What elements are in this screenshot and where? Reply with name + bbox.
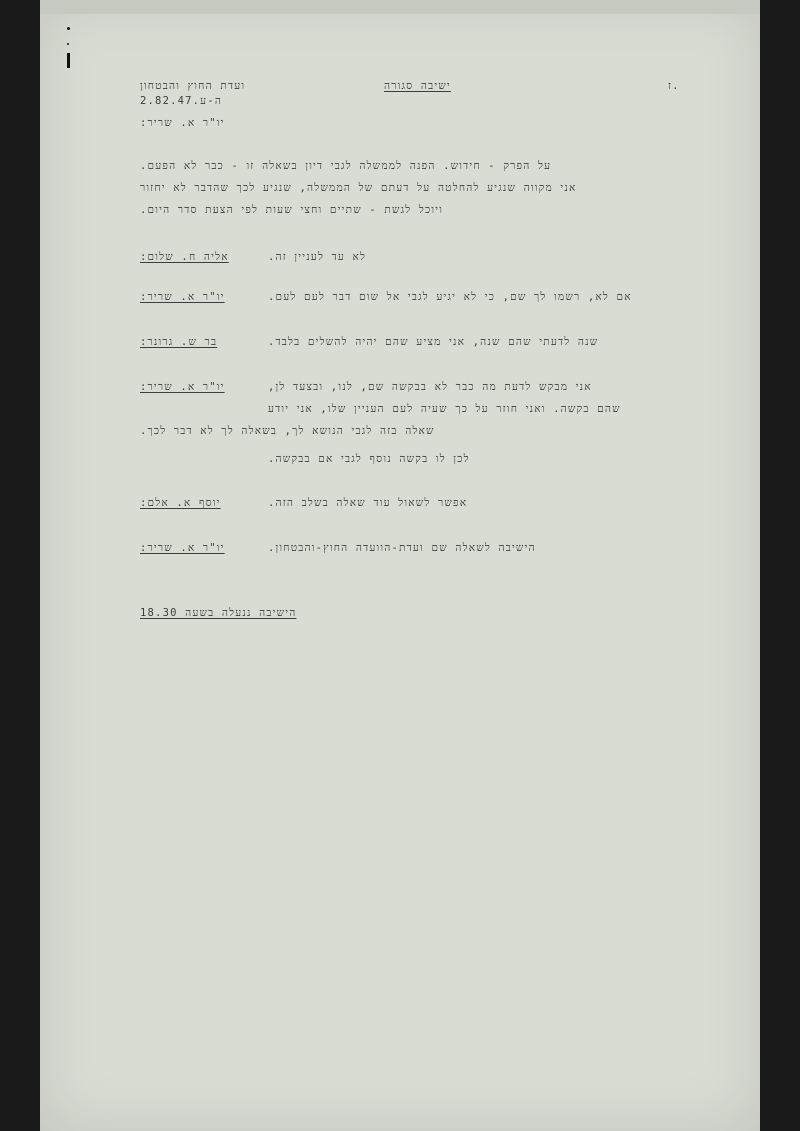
meeting-label: ישיבה סגורה: [384, 80, 451, 92]
body-line: על הפרק - חידוש. הפנה לממשלה לגבי דיון בשאלה זו - כבר לא הפעם.: [140, 160, 552, 172]
body-line: ויוכל לגשת - שתיים וחצי שעות לפי הצעת סדר היום.: [140, 204, 444, 216]
meeting-date: ה-ע.2.82.47: [140, 95, 223, 107]
speaker-label: בר ש. גרונר:: [140, 336, 218, 348]
speaker-label: יו"ר א. שריר:: [140, 381, 225, 393]
turn-line: לכן לו בקשה נוסף לגבי אם בבקשה.: [268, 453, 470, 465]
turn-line: שנה לדעתי שהם שנה, אני מציע שהם יהיה להשלים בלבד.: [268, 336, 599, 348]
speaker-label: אליה ח. שלום:: [140, 251, 229, 263]
turn-line: אפשר לשאול עוד שאלה בשלב הזה.: [268, 497, 468, 509]
turn-line: לא עד לעניין זה.: [268, 251, 367, 263]
meeting-closing-note: הישיבה ננעלה בשעה 18.30: [140, 607, 297, 619]
page-number: .ז: [668, 80, 680, 92]
committee-name: ועדת החוץ והבטחון: [140, 80, 246, 92]
speaker-label: יוסף א. אלם:: [140, 497, 221, 509]
turn-line: שאלה בזה לגבי הנושא לך, בשאלה לך לא דבר לכך.: [140, 425, 435, 437]
speaker-label: יו"ר א. שריר:: [140, 291, 225, 303]
turn-line: הישיבה לשאלה שם ועדת-הוועדה החוץ-והבטחון.: [268, 542, 536, 554]
turn-line: אני מבקש לדעת מה כבר לא בבקשה שם, לנו, ובצעד לן,: [268, 381, 592, 393]
speaker-label: יו"ר א. שריר:: [140, 117, 225, 129]
body-line: אני מקווה שנגיע להחלטה על דעתם של הממשלה, שנגיע לכך שהדבר לא יחזור: [140, 182, 577, 194]
turn-line: שהם בקשה. ואני חוזר על כך שעיה לעם העניין שלו, אני יודע: [268, 403, 621, 415]
speaker-label: יו"ר א. שריר:: [140, 542, 225, 554]
turn-line: אם לא, רשמו לך שם, כי לא יגיע לגבי אל שום דבר לעם לעם.: [268, 291, 632, 303]
